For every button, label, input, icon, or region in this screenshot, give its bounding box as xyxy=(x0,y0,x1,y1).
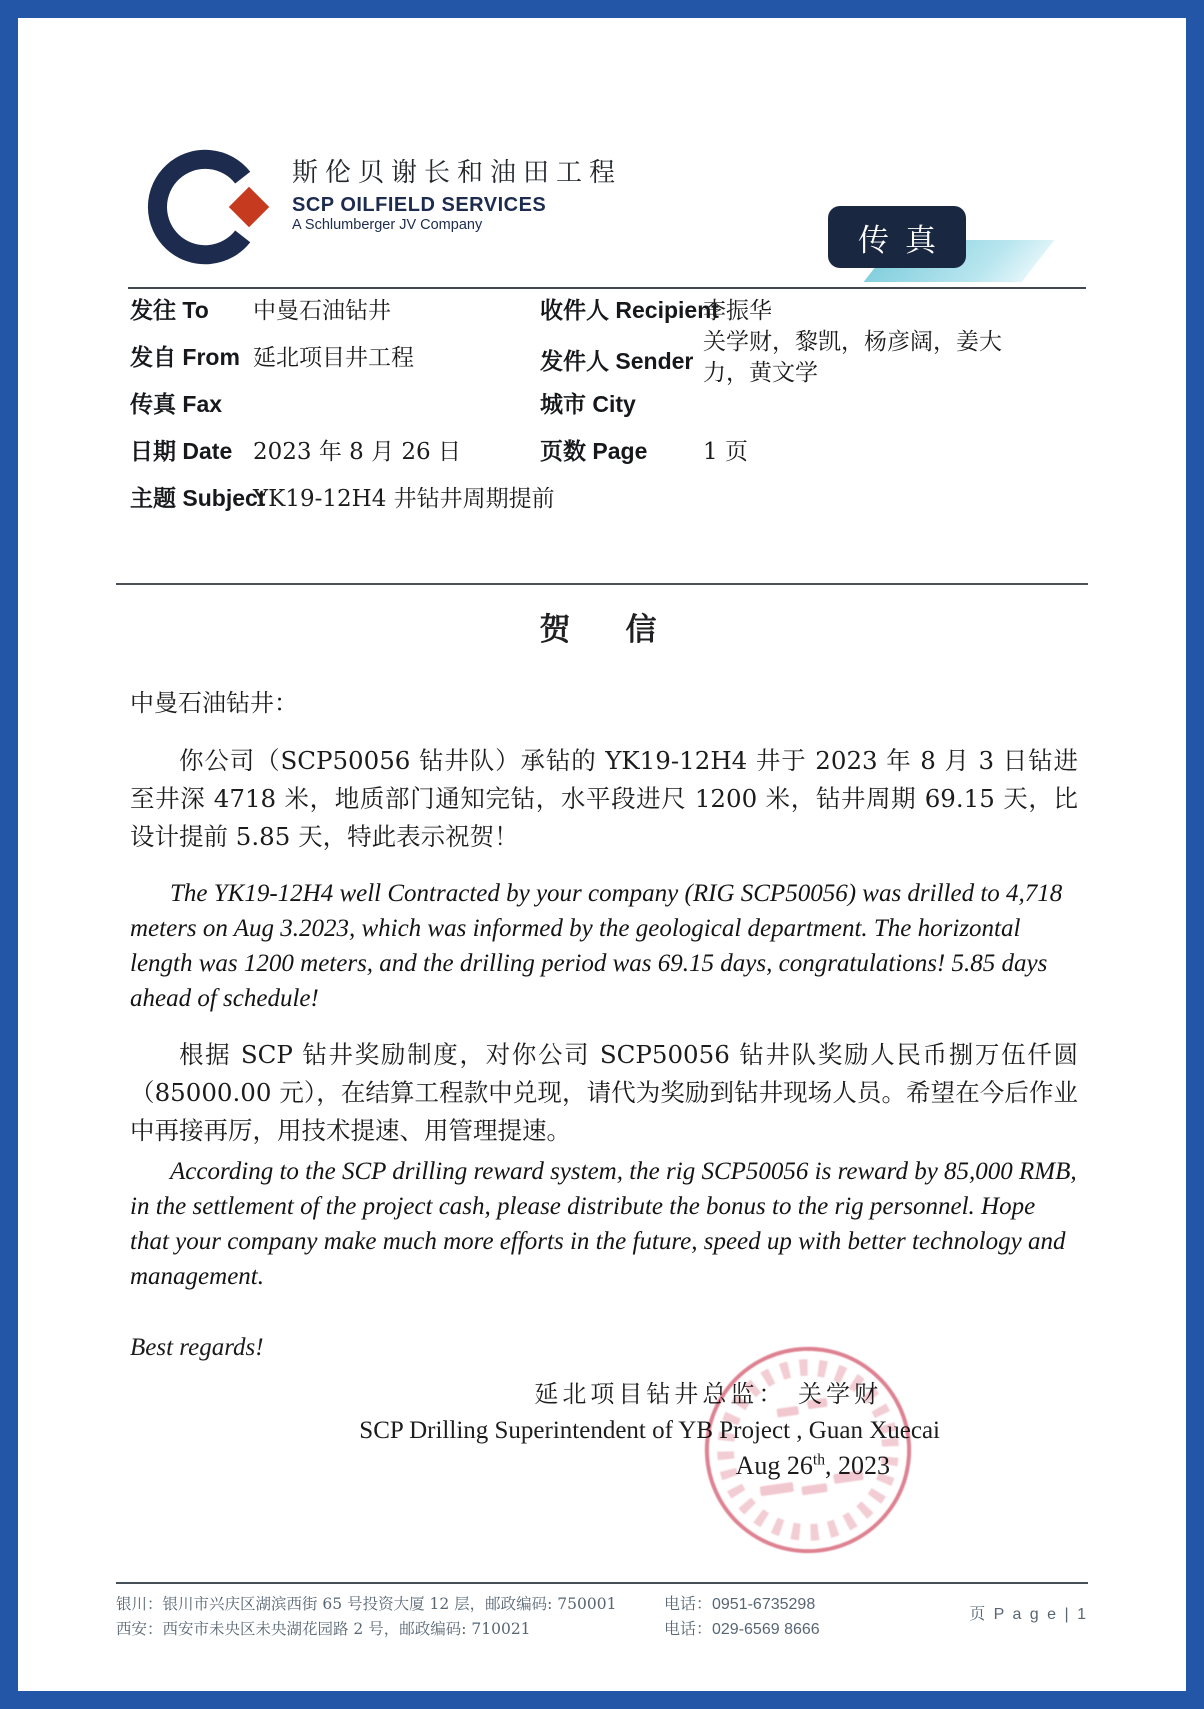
paragraph-cn-2: 根据 SCP 钻井奖励制度，对你公司 SCP50056 钻井队奖励人民币捌万伍仟圆（85000.00 元），在结算工程款中兑现，请代为奖励到钻井现场人员。希望在今后作业中再接再厉，用技术提速、用管理提速。 xyxy=(130,1040,1078,1145)
footer-page-number: 页 P a g e | 1 xyxy=(969,1606,1088,1623)
field-label-pages: 页数 Page xyxy=(540,438,648,464)
paragraph-en-2: According to the SCP drilling reward system, the rig SCP50056 is reward by 85,000 RMB, in the settlement of the project cash, please distribute the bonus to the rig personnel. Hope that your company make much more efforts in the future, speed up with better technology and management. xyxy=(130,1158,1077,1290)
header-body-divider xyxy=(116,583,1088,585)
footer xyxy=(116,1582,1088,1642)
field-value-recipient: 李振华 xyxy=(703,298,772,324)
footer-addresses xyxy=(116,1592,656,1642)
signature-date-main: Aug 26 xyxy=(735,1451,813,1480)
company-name-cn: 斯伦贝谢长和油田工程 xyxy=(292,158,623,188)
logo-text-block xyxy=(292,160,622,233)
field-label-date: 日期 Date xyxy=(130,438,233,464)
footer-phone-2: 电话：029-6569 8666 xyxy=(664,1621,820,1638)
field-value-sender: 关学财，黎凯，杨彦阔，姜大力，黄文学 xyxy=(703,329,1002,386)
field-value-date: 2023 年 8 月 26 日 xyxy=(253,439,461,465)
logo-red-diamond-icon xyxy=(229,187,269,227)
footer-address-yinchuan: 银川：银川市兴庆区湖滨西街 65 号投资大厦 12 层，邮政编码: 750001 xyxy=(116,1595,617,1613)
field-value-subject: YK19-12H4 井钻井周期提前 xyxy=(253,486,555,512)
letterhead-divider xyxy=(128,287,1086,289)
field-value-to: 中曼石油钻井 xyxy=(253,298,391,324)
signature-block xyxy=(130,1374,1078,1481)
letter-title: 贺 信 xyxy=(539,612,669,648)
scp-logo-icon xyxy=(146,146,270,270)
signature-date-ordinal: th xyxy=(812,1451,825,1469)
letter-salutation: 中曼石油钻井： xyxy=(130,689,298,717)
paragraph-cn-1: 你公司（SCP50056 钻井队）承钻的 YK19-12H4 井于 2023 年 8 月 3 日钻进至井深 4718 米，地质部门通知完钻，水平段进尺 1200 米，钻井周期 69.15 天，比设计提前 5.85 天，特此表示祝贺！ xyxy=(130,746,1078,851)
fax-badge: 传真 xyxy=(828,206,966,268)
paragraph-en-1: The YK19-12H4 well Contracted by your company (RIG SCP50056) was drilled to 4,718 meters on Aug 3.2023, which was informed by the geological department. The horizontal length was 1200 meters, and the drilling period was 69.15 days, congratulations! 5.85 days ahead of schedule! xyxy=(130,880,1063,1012)
field-label-city: 城市 City xyxy=(540,391,636,417)
field-label-sender: 发件人 Sender xyxy=(540,348,694,374)
signature-title-en: SCP Drilling Superintendent of YB Project , Guan Xuecai xyxy=(359,1417,940,1444)
signature-date-year: , 2023 xyxy=(825,1451,890,1480)
footer-phones xyxy=(664,1592,914,1642)
field-label-from: 发自 From xyxy=(130,344,240,370)
company-tagline: A Schlumberger JV Company xyxy=(292,217,483,233)
signature-title-cn: 延北项目钻井总监： 关学财 xyxy=(534,1380,882,1408)
fax-badge-group xyxy=(828,206,1038,296)
signature-date xyxy=(130,1451,1078,1481)
field-label-subject: 主题 Subject xyxy=(130,485,266,511)
field-label-fax: 传真 Fax xyxy=(130,391,223,417)
field-value-from: 延北项目井工程 xyxy=(253,345,414,371)
footer-phone-1: 电话：0951-6735298 xyxy=(664,1596,816,1613)
letter-closing: Best regards! xyxy=(130,1334,264,1361)
field-value-pages: 1 页 xyxy=(703,439,748,465)
footer-address-xian: 西安：西安市未央区未央湖花园路 2 号，邮政编码: 710021 xyxy=(116,1620,531,1638)
letter-body xyxy=(130,598,1078,1362)
company-name-en: SCP OILFIELD SERVICES xyxy=(292,194,547,216)
field-label-to: 发往 To xyxy=(130,297,209,323)
field-label-recipient: 收件人 Recipient xyxy=(540,297,719,323)
